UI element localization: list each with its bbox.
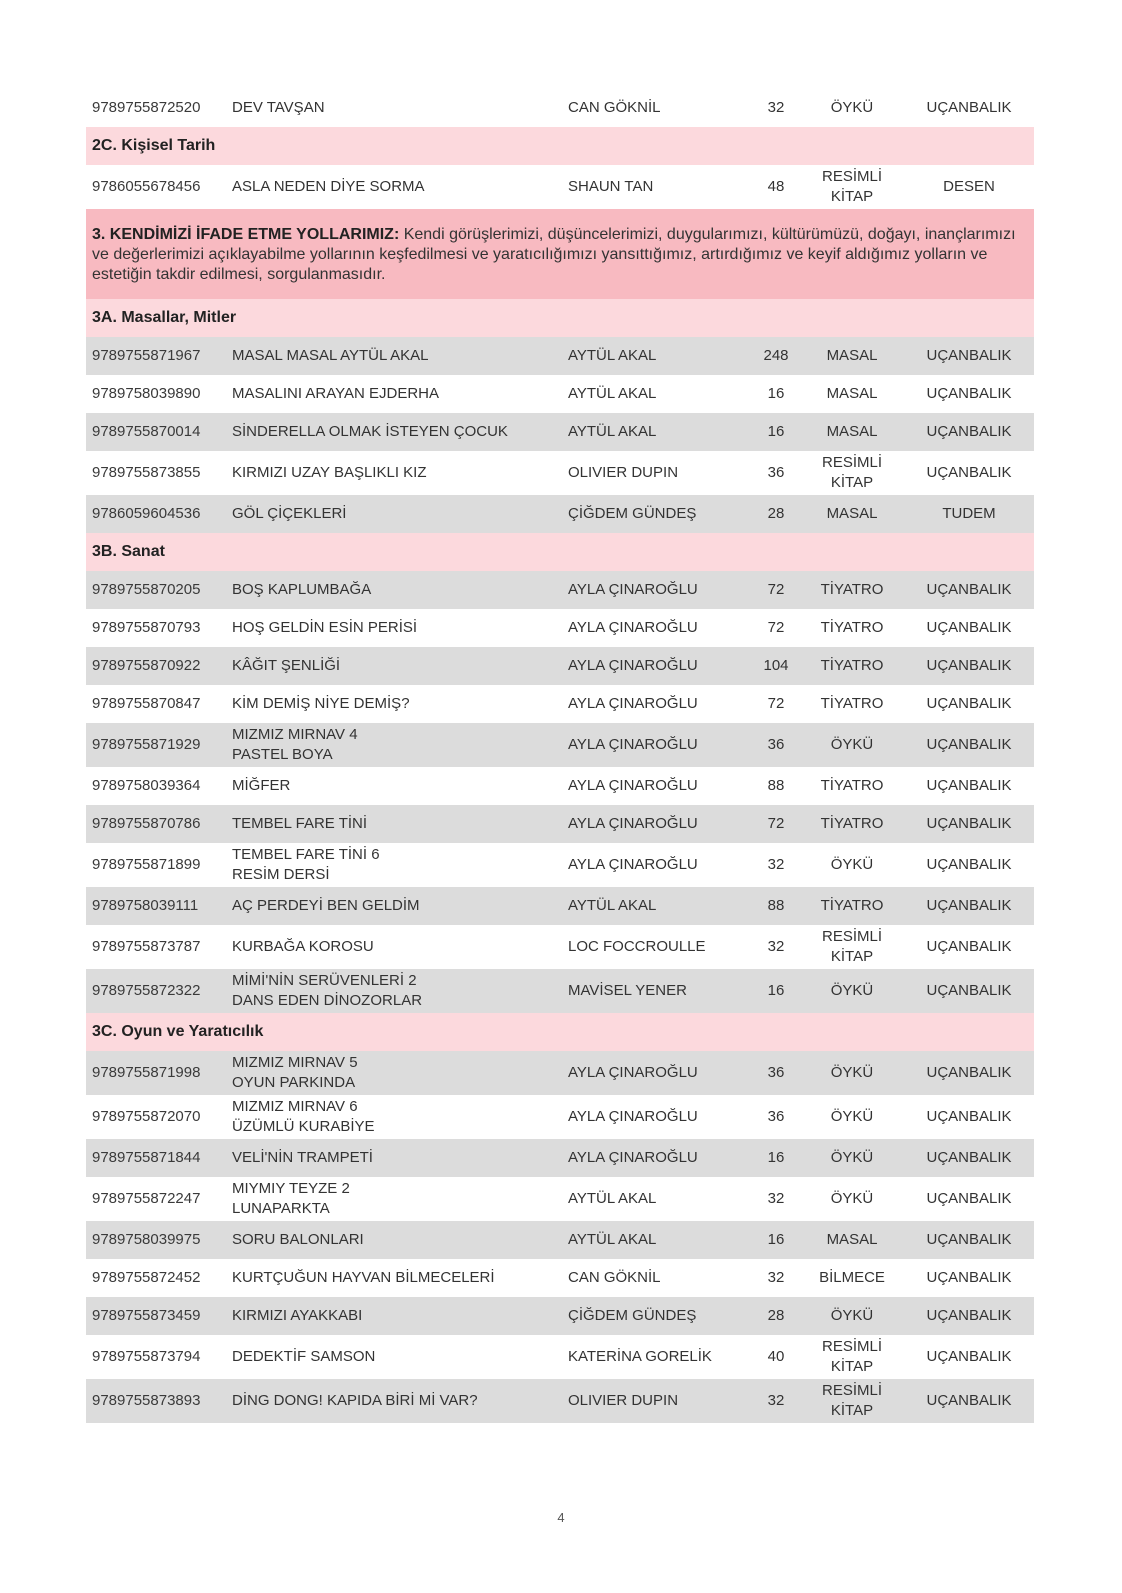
table-row — [86, 1051, 1034, 1095]
table-row — [86, 1177, 1034, 1221]
isbn-cell: 9789755872247 — [92, 1190, 201, 1207]
pages-cell: 16 — [767, 982, 785, 999]
genre-cell: ÖYKÜ — [830, 982, 874, 999]
author-cell: MAVİSEL YENER — [568, 982, 687, 999]
isbn-cell: 9789755873787 — [92, 938, 201, 955]
publisher-cell: UÇANBALIK — [926, 464, 1012, 481]
publisher-cell: UÇANBALIK — [926, 1348, 1012, 1365]
genre-cell: BİLMECE — [819, 1269, 885, 1286]
author-cell: OLIVIER DUPIN — [568, 1392, 679, 1409]
title-cell-line: MIYMIY TEYZE 2 — [232, 1180, 350, 1197]
title-cell-line: MİMİ'NİN SERÜVENLERİ 2 — [232, 972, 417, 989]
section-subheading — [86, 533, 1034, 571]
title-cell: SİNDERELLA OLMAK İSTEYEN ÇOCUK — [232, 423, 508, 440]
publisher-cell: UÇANBALIK — [926, 1064, 1012, 1081]
title-cell — [226, 723, 562, 767]
author-cell: ÇİĞDEM GÜNDEŞ — [568, 505, 697, 522]
title-cell: TEMBEL FARE TİNİ — [232, 815, 368, 832]
author-cell: AYLA ÇINAROĞLU — [568, 856, 698, 873]
pages-cell: 36 — [767, 736, 785, 753]
table-row — [86, 337, 1034, 375]
title-cell: SORU BALONLARI — [232, 1231, 364, 1248]
publisher-cell: UÇANBALIK — [926, 815, 1012, 832]
publisher-cell: UÇANBALIK — [926, 938, 1012, 955]
section-subheading — [86, 1013, 1034, 1051]
genre-cell: TİYATRO — [820, 581, 884, 598]
title-cell: DEV TAVŞAN — [232, 99, 325, 116]
pages-cell: 88 — [767, 777, 785, 794]
book-list-table — [86, 89, 1034, 1423]
title-cell-line: OYUN PARKINDA — [232, 1074, 356, 1091]
section-subheading-text: 2C. Kişisel Tarih — [86, 127, 1034, 165]
genre-cell: MASAL — [826, 1231, 878, 1248]
pages-cell: 40 — [767, 1348, 785, 1365]
publisher-cell: UÇANBALIK — [926, 99, 1012, 116]
author-cell: AYTÜL AKAL — [568, 897, 657, 914]
genre-cell: ÖYKÜ — [830, 1108, 874, 1125]
table-row — [86, 413, 1034, 451]
author-cell: ÇİĞDEM GÜNDEŞ — [568, 1307, 697, 1324]
genre-cell-line: KİTAP — [830, 1358, 874, 1375]
pages-cell: 16 — [767, 423, 785, 440]
title-cell-line: PASTEL BOYA — [232, 746, 333, 763]
table-row — [86, 1259, 1034, 1297]
title-cell — [226, 1095, 562, 1139]
isbn-cell: 9789758039364 — [92, 777, 201, 794]
publisher-cell: UÇANBALIK — [926, 581, 1012, 598]
genre-cell-line: RESİMLİ — [821, 168, 882, 185]
section-subheading-text: 3C. Oyun ve Yaratıcılık — [86, 1013, 1034, 1051]
title-cell: KIRMIZI UZAY BAŞLIKLI KIZ — [232, 464, 427, 481]
title-cell — [226, 843, 562, 887]
title-cell-line: MIZMIZ MIRNAV 4 — [232, 726, 358, 743]
genre-cell — [800, 1379, 904, 1423]
table-row — [86, 1095, 1034, 1139]
publisher-cell: UÇANBALIK — [926, 736, 1012, 753]
pages-cell: 36 — [767, 1064, 785, 1081]
isbn-cell: 9789755872070 — [92, 1108, 201, 1125]
table-row — [86, 1139, 1034, 1177]
publisher-cell: UÇANBALIK — [926, 897, 1012, 914]
publisher-cell: UÇANBALIK — [926, 777, 1012, 794]
table-row — [86, 571, 1034, 609]
title-cell: MASAL MASAL AYTÜL AKAL — [232, 347, 429, 364]
author-cell: KATERİNA GORELİK — [568, 1348, 712, 1365]
genre-cell-line: RESİMLİ — [821, 1382, 882, 1399]
publisher-cell: UÇANBALIK — [926, 1190, 1012, 1207]
title-cell: KURTÇUĞUN HAYVAN BİLMECELERİ — [232, 1269, 495, 1286]
publisher-cell: UÇANBALIK — [926, 1269, 1012, 1286]
author-cell: CAN GÖKNİL — [568, 1269, 661, 1286]
genre-cell: ÖYKÜ — [830, 99, 874, 116]
pages-cell: 72 — [767, 581, 785, 598]
genre-cell-line: RESİMLİ — [821, 454, 882, 471]
table-row — [86, 1221, 1034, 1259]
table-row — [86, 89, 1034, 127]
author-cell: AYLA ÇINAROĞLU — [568, 619, 698, 636]
genre-cell: ÖYKÜ — [830, 1064, 874, 1081]
section-subheading-text: 3B. Sanat — [86, 533, 1034, 571]
title-cell: KURBAĞA KOROSU — [232, 938, 374, 955]
isbn-cell: 9789755872322 — [92, 982, 201, 999]
author-cell: AYTÜL AKAL — [568, 347, 657, 364]
table-row — [86, 805, 1034, 843]
author-cell: AYLA ÇINAROĞLU — [568, 1064, 698, 1081]
title-cell: HOŞ GELDİN ESİN PERİSİ — [232, 619, 418, 636]
genre-cell: ÖYKÜ — [830, 1307, 874, 1324]
publisher-cell: UÇANBALIK — [926, 1108, 1012, 1125]
isbn-cell: 9789755870786 — [92, 815, 201, 832]
isbn-cell: 9789755872452 — [92, 1269, 201, 1286]
table-row — [86, 925, 1034, 969]
table-row — [86, 1335, 1034, 1379]
isbn-cell: 9786059604536 — [92, 505, 201, 522]
publisher-cell: UÇANBALIK — [926, 1231, 1012, 1248]
table-row — [86, 609, 1034, 647]
author-cell: AYTÜL AKAL — [568, 423, 657, 440]
pages-cell: 16 — [767, 1149, 785, 1166]
title-cell: KİM DEMİŞ NİYE DEMİŞ? — [232, 695, 410, 712]
genre-cell: ÖYKÜ — [830, 1149, 874, 1166]
title-cell-line: ÜZÜMLÜ KURABİYE — [232, 1118, 375, 1135]
publisher-cell: UÇANBALIK — [926, 1149, 1012, 1166]
genre-cell-line: KİTAP — [830, 948, 874, 965]
isbn-cell: 9789755873459 — [92, 1307, 201, 1324]
title-cell: KÂĞIT ŞENLİĞİ — [232, 657, 341, 674]
genre-cell: TİYATRO — [820, 897, 884, 914]
table-row — [86, 723, 1034, 767]
genre-cell: TİYATRO — [820, 619, 884, 636]
isbn-cell: 9789755871844 — [92, 1149, 201, 1166]
pages-cell: 88 — [767, 897, 785, 914]
isbn-cell: 9789755871929 — [92, 736, 201, 753]
title-cell: MİĞFER — [232, 777, 291, 794]
table-row — [86, 165, 1034, 209]
pages-cell: 248 — [763, 347, 789, 364]
title-cell: DİNG DONG! KAPIDA BİRİ Mİ VAR? — [232, 1392, 478, 1409]
pages-cell: 28 — [767, 1307, 785, 1324]
author-cell: AYTÜL AKAL — [568, 1231, 657, 1248]
author-cell: AYTÜL AKAL — [568, 385, 657, 402]
genre-cell: TİYATRO — [820, 815, 884, 832]
pages-cell: 36 — [767, 1108, 785, 1125]
table-row — [86, 969, 1034, 1013]
author-cell: AYLA ÇINAROĞLU — [568, 657, 698, 674]
pages-cell: 32 — [767, 1392, 785, 1409]
isbn-cell: 9789755870014 — [92, 423, 201, 440]
author-cell: AYLA ÇINAROĞLU — [568, 1149, 698, 1166]
genre-cell — [800, 1335, 904, 1379]
isbn-cell: 9789758039111 — [92, 897, 199, 914]
title-cell-line: LUNAPARKTA — [232, 1200, 330, 1217]
genre-cell: ÖYKÜ — [830, 1190, 874, 1207]
table-row — [86, 1379, 1034, 1423]
section-subheading — [86, 299, 1034, 337]
author-cell: AYLA ÇINAROĞLU — [568, 581, 698, 598]
title-cell-line: MIZMIZ MIRNAV 5 — [232, 1054, 358, 1071]
publisher-cell: UÇANBALIK — [926, 856, 1012, 873]
pages-cell: 32 — [767, 856, 785, 873]
genre-cell — [800, 165, 904, 209]
genre-cell-line: RESİMLİ — [821, 1338, 882, 1355]
table-row — [86, 685, 1034, 723]
pages-cell: 16 — [767, 1231, 785, 1248]
author-cell: AYLA ÇINAROĞLU — [568, 695, 698, 712]
title-cell-line: TEMBEL FARE TİNİ 6 — [232, 846, 380, 863]
genre-cell: TİYATRO — [820, 695, 884, 712]
title-cell-line: MIZMIZ MIRNAV 6 — [232, 1098, 358, 1115]
isbn-cell: 9789755871967 — [92, 347, 201, 364]
genre-cell: MASAL — [826, 385, 878, 402]
pages-cell: 32 — [767, 1269, 785, 1286]
title-cell: ASLA NEDEN DİYE SORMA — [232, 178, 425, 195]
publisher-cell: UÇANBALIK — [926, 1392, 1012, 1409]
pages-cell: 32 — [767, 99, 785, 116]
genre-cell-line: RESİMLİ — [821, 928, 882, 945]
isbn-cell: 9789755873893 — [92, 1392, 201, 1409]
theme-text: Kendi görüşlerimizi, düşüncelerimizi, duygularımızı, kültürümüzü, doğayı, inançlarımızı ve değerlerimizi açıklayabilme yollarının keşfedilmesi ve yaratıcılığımızı yansıttığımız, artırdığımız ve keyif aldığımız yolların ve estetiğin takdir edilmesi, sorgulanmasıdır. — [92, 226, 1016, 283]
author-cell: AYLA ÇINAROĞLU — [568, 777, 698, 794]
title-cell: BOŞ KAPLUMBAĞA — [232, 581, 372, 598]
author-cell: LOC FOCCROULLE — [568, 938, 706, 955]
table-row — [86, 495, 1034, 533]
table-row — [86, 767, 1034, 805]
publisher-cell: UÇANBALIK — [926, 657, 1012, 674]
author-cell: AYTÜL AKAL — [568, 1190, 657, 1207]
isbn-cell: 9789755873794 — [92, 1348, 201, 1365]
genre-cell: TİYATRO — [820, 777, 884, 794]
title-cell: AÇ PERDEYİ BEN GELDİM — [232, 897, 420, 914]
pages-cell: 32 — [767, 938, 785, 955]
publisher-cell: UÇANBALIK — [926, 695, 1012, 712]
publisher-cell: TUDEM — [942, 505, 996, 522]
genre-cell: ÖYKÜ — [830, 736, 874, 753]
title-cell: GÖL ÇİÇEKLERİ — [232, 505, 347, 522]
theme-heading — [86, 209, 1034, 299]
isbn-cell: 9789755871998 — [92, 1064, 201, 1081]
book-list-body — [86, 89, 1034, 1423]
genre-cell: MASAL — [826, 505, 878, 522]
pages-cell: 72 — [767, 695, 785, 712]
publisher-cell: UÇANBALIK — [926, 423, 1012, 440]
isbn-cell: 9789755872520 — [92, 99, 201, 116]
isbn-cell: 9786055678456 — [92, 178, 201, 195]
genre-cell: MASAL — [826, 347, 878, 364]
pages-cell: 32 — [767, 1190, 785, 1207]
isbn-cell: 9789755871899 — [92, 856, 201, 873]
pages-cell: 16 — [767, 385, 785, 402]
genre-cell-line: KİTAP — [830, 188, 874, 205]
table-row — [86, 451, 1034, 495]
genre-cell: MASAL — [826, 423, 878, 440]
author-cell: AYLA ÇINAROĞLU — [568, 1108, 698, 1125]
isbn-cell: 9789755873855 — [92, 464, 201, 481]
genre-cell-line: KİTAP — [830, 474, 874, 491]
isbn-cell: 9789755870922 — [92, 657, 201, 674]
author-cell: AYLA ÇINAROĞLU — [568, 815, 698, 832]
pages-cell: 48 — [767, 178, 785, 195]
genre-cell: TİYATRO — [820, 657, 884, 674]
title-cell: VELİ'NİN TRAMPETİ — [232, 1149, 373, 1166]
table-row — [86, 375, 1034, 413]
page-number: 4 — [557, 1510, 565, 1525]
genre-cell — [800, 925, 904, 969]
title-cell — [226, 1051, 562, 1095]
publisher-cell: UÇANBALIK — [926, 982, 1012, 999]
title-cell — [226, 1177, 562, 1221]
pages-cell: 28 — [767, 505, 785, 522]
publisher-cell: DESEN — [943, 178, 995, 195]
table-row — [86, 887, 1034, 925]
publisher-cell: UÇANBALIK — [926, 385, 1012, 402]
theme-description — [86, 209, 1034, 299]
isbn-cell: 9789755870793 — [92, 619, 201, 636]
table-row — [86, 1297, 1034, 1335]
title-cell: KIRMIZI AYAKKABI — [232, 1307, 363, 1324]
theme-title: 3. KENDİMİZİ İFADE ETME YOLLARIMIZ: — [92, 226, 400, 243]
isbn-cell: 9789758039890 — [92, 385, 201, 402]
genre-cell-line: KİTAP — [830, 1402, 874, 1419]
author-cell: SHAUN TAN — [568, 178, 654, 195]
pages-cell: 72 — [767, 815, 785, 832]
title-cell: MASALINI ARAYAN EJDERHA — [232, 385, 439, 402]
title-cell-line: DANS EDEN DİNOZORLAR — [232, 992, 423, 1009]
isbn-cell: 9789755870847 — [92, 695, 201, 712]
genre-cell: ÖYKÜ — [830, 856, 874, 873]
pages-cell: 72 — [767, 619, 785, 636]
author-cell: OLIVIER DUPIN — [568, 464, 679, 481]
publisher-cell: UÇANBALIK — [926, 1307, 1012, 1324]
pages-cell: 36 — [767, 464, 785, 481]
genre-cell — [800, 451, 904, 495]
publisher-cell: UÇANBALIK — [926, 347, 1012, 364]
publisher-cell: UÇANBALIK — [926, 619, 1012, 636]
title-cell: DEDEKTİF SAMSON — [232, 1348, 376, 1365]
pages-cell: 104 — [763, 657, 789, 674]
section-subheading-text: 3A. Masallar, Mitler — [86, 299, 1034, 337]
author-cell: AYLA ÇINAROĞLU — [568, 736, 698, 753]
isbn-cell: 9789755870205 — [92, 581, 201, 598]
isbn-cell: 9789758039975 — [92, 1231, 201, 1248]
title-cell-line: RESİM DERSİ — [232, 866, 330, 883]
author-cell: CAN GÖKNİL — [568, 99, 661, 116]
table-row — [86, 843, 1034, 887]
title-cell — [226, 969, 562, 1013]
section-subheading — [86, 127, 1034, 165]
table-row — [86, 647, 1034, 685]
